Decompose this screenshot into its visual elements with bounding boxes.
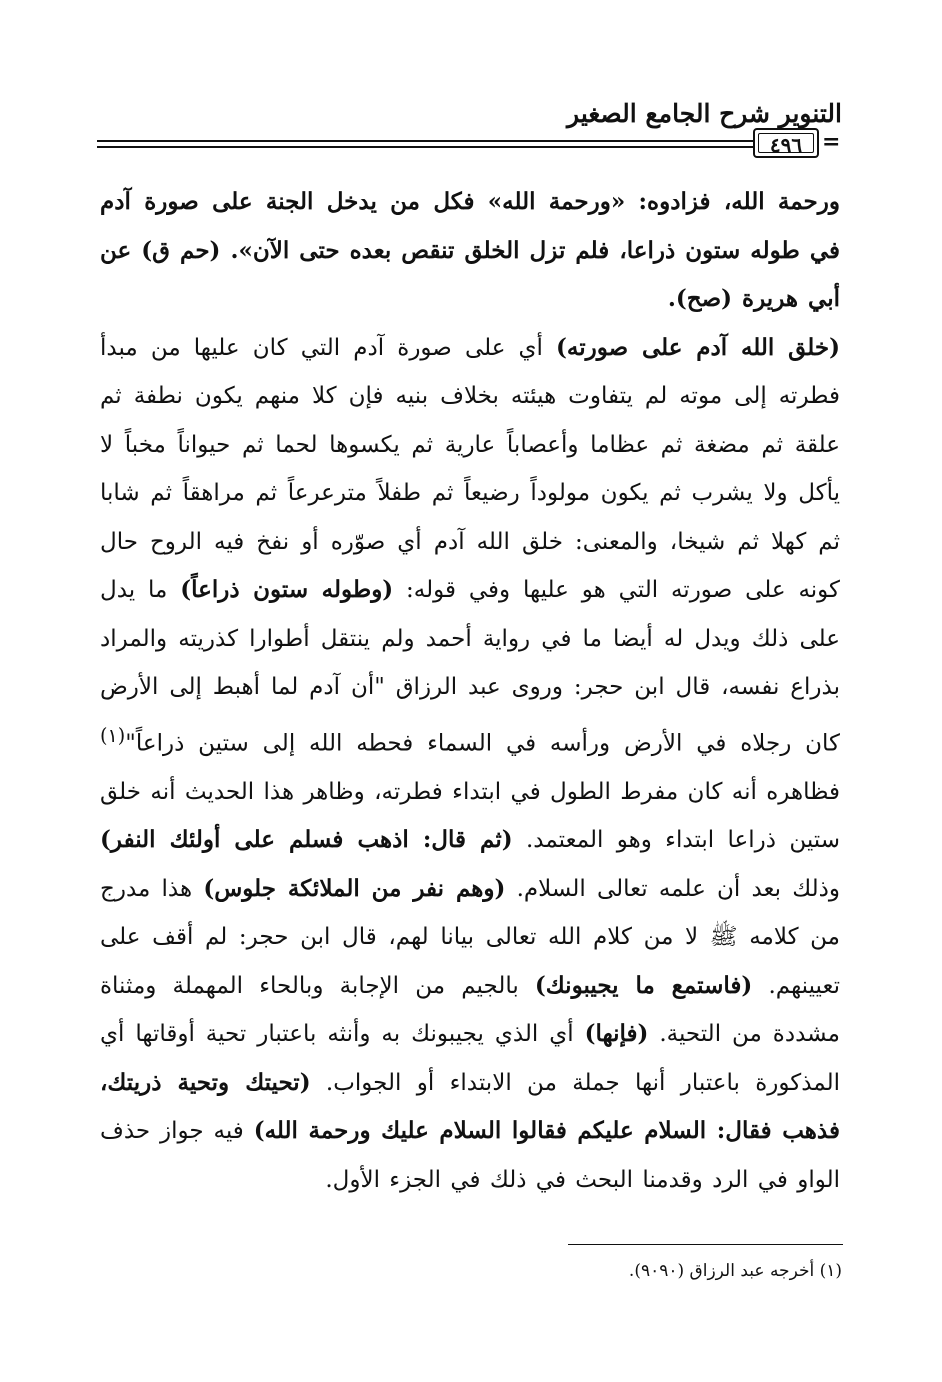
header-mark: =: [822, 129, 841, 155]
hadith-quote: (وهم نفر من الملائكة جلوس): [203, 874, 506, 902]
commentary-text: بالجيم من الإجابة وبالحاء المهملة ومثناة مشددة من التحية.: [100, 972, 840, 1048]
hadith-quote: «ورحمة الله» فكل من يدخل الجنة على صورة آدم في طوله ستون ذراعا، فلم تزل الخلق تنقص بعده حتى الآن». (حم ق) عن أبي هريرة (صح).: [100, 188, 840, 312]
footnote: (١) أخرجه عبد الرزاق (٩٠٩٠).: [628, 1261, 842, 1281]
commentary-text: أي الذي يجيبونك به وأنثه باعتبار تحية أوقاتها أي المذكورة باعتبار أنها جملة من الابتداء أو الجواب.: [100, 1021, 840, 1096]
commentary-text: أي على صورة آدم التي كان عليها من مبدأ فطرته إلى موته لم يتفاوت هيئته بخلاف بنيه فإن كلا منهم يكون نطفة ثم علقة ثم مضغة ثم عظاما وأعصاباً عارية ثم يكسوها لحما ثم حيواناً مخباً لا يأكل ولا يشرب ثم يكون مولوداً رضيعاً ثم طفلاً مترعرعاً ثم مراهقاً ثم شابا ثم كهلا ثم شيخا، والمعنى: خلق الله آدم أي صوّره أو نفخ فيه الروح حال كونه على صورته التي هو عليها وفي قوله:: [100, 334, 841, 603]
main-text: [100, 178, 840, 1204]
running-title: التنوير شرح الجامع الصغير: [567, 99, 842, 128]
page-number-box: [753, 128, 819, 158]
commentary-text: فيه جواز حذف الواو في الرد وقدمنا البحث في ذلك في الجزء الأول.: [100, 1118, 840, 1193]
commentary-text: وذلك بعد أن علمه تعالى السلام.: [505, 875, 840, 902]
footnote-reference: (١): [100, 723, 126, 747]
paragraph-2: [100, 324, 840, 1205]
page-number: ٤٩٦: [769, 133, 803, 157]
hadith-quote: (وطوله ستون ذراعاً): [180, 576, 394, 603]
commentary-text: ما يدل على ذلك ويدل له أيضا ما في رواية أحمد ولم ينتقل أطوارا كذريته والمراد بذراع نفسه، قال ابن حجر: وروى عبد الرزاق "أن آدم لما أهبط إلى الأرض كان رجلاه في الأرض ورأسه في السماء فحطه الله إلى ستين ذراعاً": [100, 577, 840, 757]
hadith-quote: (ثم قال: اذهب فسلم على أولئك النفر): [100, 826, 513, 854]
header-rule-bottom: [97, 146, 755, 148]
text-run: ورحمة الله، فزادوه:: [625, 188, 840, 215]
commentary-text: فظاهره أنه كان مفرط الطول في ابتداء فطرته، وظاهر هذا الحديث أنه خلق ستين ذراعا ابتداء وهو المعتمد.: [100, 778, 840, 854]
footnote-separator: [568, 1244, 843, 1245]
hadith-quote: (فاستمع ما يجيبونك): [534, 971, 753, 999]
hadith-quote: (تحيتك وتحية ذريتك، فذهب فقال: السلام عليكم فقالوا السلام عليك ورحمة الله): [100, 1068, 840, 1145]
paragraph-1: [100, 178, 840, 324]
hadith-quote: (فإنها): [584, 1020, 649, 1048]
hadith-quote: (خلق الله آدم على صورته): [556, 333, 840, 361]
header-rule-top: [97, 140, 755, 142]
commentary-text: هذا مدرج من كلامه ﷺ لا من كلام الله تعالى بيانا لهم، قال ابن حجر: لم أقف على تعيينهم.: [100, 875, 840, 999]
